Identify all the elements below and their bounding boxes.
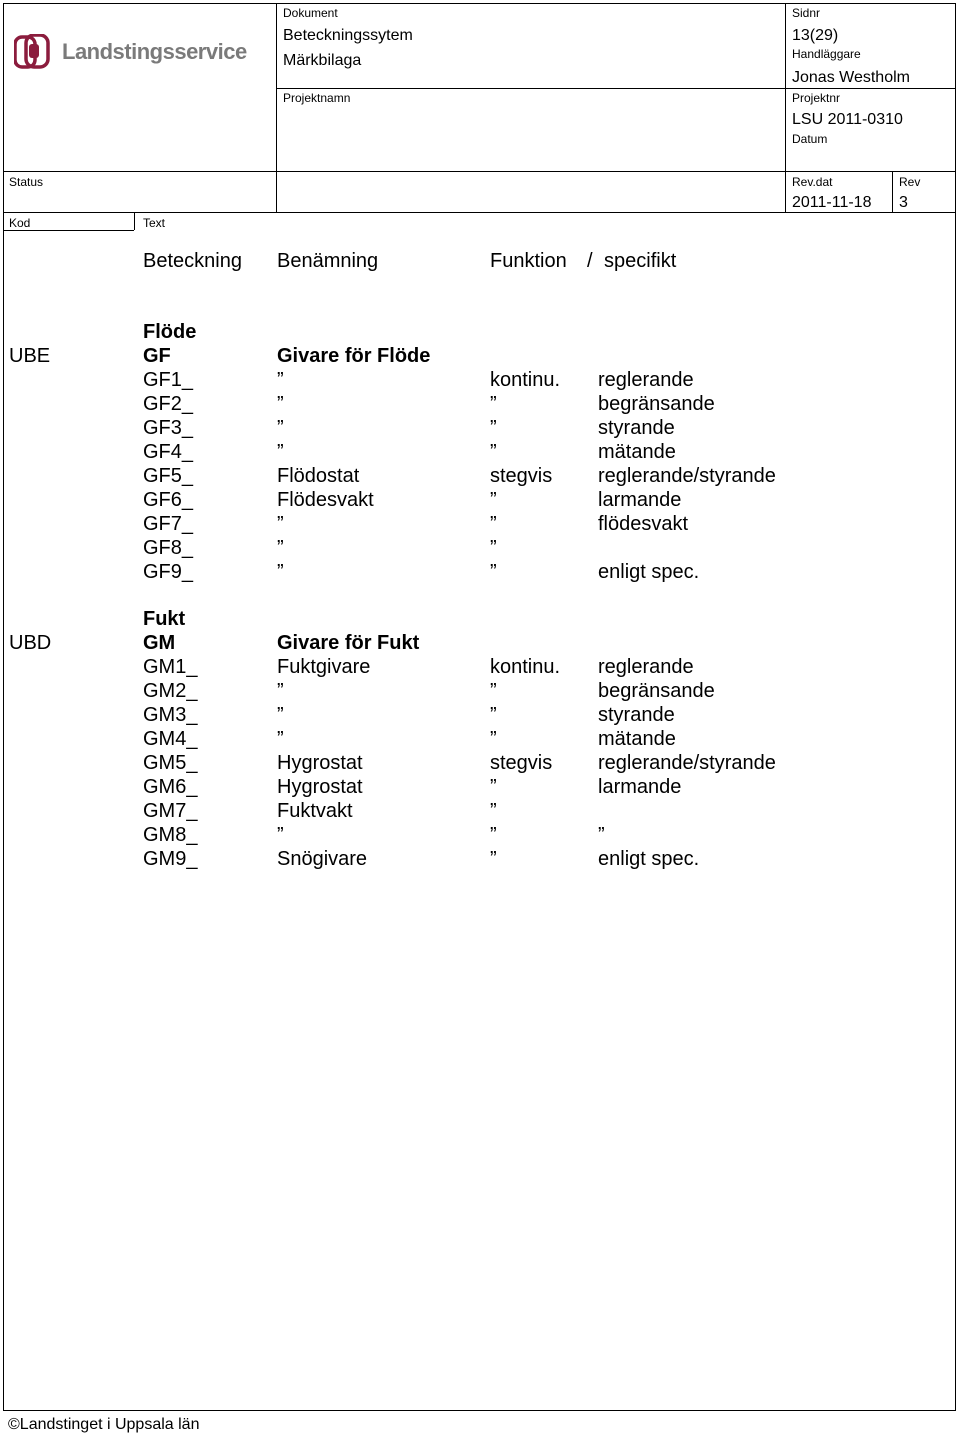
section-kod: UBE [9,345,51,367]
row-benamning: Snögivare [277,848,368,870]
row-beteckning: GF8_ [143,537,194,559]
row-specifikt: mätande [598,728,676,750]
row-beteckning: GM8_ [143,824,198,846]
row-funktion: ” [490,513,497,535]
section-heading: Flöde [143,321,197,343]
row-benamning: ” [277,824,284,846]
row-funktion: ” [490,441,497,463]
header-divider [276,3,277,212]
label-projektnamn: Projektnamn [283,91,351,105]
row-specifikt: enligt spec. [598,561,700,583]
row-benamning: ” [277,561,284,583]
row-beteckning: GM7_ [143,800,198,822]
row-specifikt: ” [598,824,605,846]
column-benamning: Benämning [277,250,379,272]
row-beteckning: GF9_ [143,561,194,583]
value-sidnr: 13(29) [792,27,839,44]
row-specifikt: begränsande [598,393,715,415]
row-funktion: stegvis [490,752,553,774]
value-handlaggare: Jonas Westholm [792,69,910,86]
row-specifikt: larmande [598,489,682,511]
section-name: Givare för Flöde [277,345,431,367]
header-divider [134,212,135,230]
label-kod: Kod [9,216,31,230]
row-funktion: ” [490,489,497,511]
row-specifikt: reglerande [598,656,694,678]
row-benamning: ” [277,680,284,702]
row-funktion: ” [490,561,497,583]
copyright-icon: © [8,1416,20,1433]
row-benamning: Flödesvakt [277,489,374,511]
row-benamning: ” [277,704,284,726]
section-kod: UBD [9,632,52,654]
value-revdat: 2011-11-18 [792,194,872,211]
label-text: Text [143,216,166,230]
row-beteckning: GF3_ [143,417,194,439]
row-funktion: stegvis [490,465,553,487]
label-dokument: Dokument [283,6,338,20]
label-revdat: Rev.dat [792,175,833,189]
section-code: GM [143,632,176,654]
row-beteckning: GF2_ [143,393,194,415]
row-specifikt: mätande [598,441,676,463]
value-dokument-1: Beteckningssytem [283,27,413,44]
row-beteckning: GF6_ [143,489,194,511]
row-funktion: ” [490,800,497,822]
row-beteckning: GF7_ [143,513,194,535]
value-rev: 3 [899,194,908,211]
label-datum: Datum [792,132,828,146]
section-heading: Fukt [143,608,186,630]
row-benamning: ” [277,441,284,463]
row-specifikt: flödesvakt [598,513,689,535]
row-specifikt: reglerande [598,369,694,391]
header-divider [3,171,956,172]
row-benamning: ” [277,369,284,391]
row-funktion: ” [490,848,497,870]
header-divider [892,171,893,212]
row-funktion: ” [490,537,497,559]
value-dokument-2: Märkbilaga [283,52,362,69]
value-projektnr: LSU 2011-0310 [792,111,903,128]
row-funktion: ” [490,728,497,750]
row-benamning: Fuktvakt [277,800,353,822]
header-divider [785,3,786,212]
label-status: Status [9,175,44,189]
row-beteckning: GM5_ [143,752,198,774]
label-rev: Rev [899,175,921,189]
row-funktion: ” [490,680,497,702]
row-beteckning: GF4_ [143,441,194,463]
logo-brand-text: Landstingsservice [62,39,247,64]
column-separator: / [587,250,593,272]
row-beteckning: GM2_ [143,680,198,702]
row-beteckning: GM1_ [143,656,198,678]
column-funktion: Funktion [490,250,567,272]
logo-icon [14,34,54,70]
label-projektnr: Projektnr [792,91,841,105]
row-funktion: ” [490,417,497,439]
row-specifikt: begränsande [598,680,715,702]
row-benamning: ” [277,513,284,535]
header-divider [3,230,134,231]
row-specifikt: styrande [598,417,675,439]
footer [8,1415,199,1435]
row-benamning: ” [277,728,284,750]
row-funktion: ” [490,776,497,798]
row-benamning: ” [277,537,284,559]
row-beteckning: GF1_ [143,369,194,391]
row-beteckning: GM6_ [143,776,198,798]
row-funktion: ” [490,393,497,415]
row-specifikt: larmande [598,776,682,798]
header-divider [276,88,956,89]
row-funktion: ” [490,824,497,846]
row-beteckning: GM3_ [143,704,198,726]
section-code: GF [143,345,171,367]
footer-text: Landstinget i Uppsala län [19,1416,200,1433]
row-benamning: Fuktgivare [277,656,371,678]
row-beteckning: GM9_ [143,848,198,870]
row-beteckning: GF5_ [143,465,194,487]
label-sidnr: Sidnr [792,6,821,20]
row-specifikt: reglerande/styrande [598,752,776,774]
row-beteckning: GM4_ [143,728,198,750]
label-handlaggare: Handläggare [792,47,861,61]
row-benamning: Flödostat [277,465,360,487]
row-funktion: ” [490,704,497,726]
row-funktion: kontinu. [490,369,561,391]
row-funktion: kontinu. [490,656,561,678]
row-specifikt: reglerande/styrande [598,465,776,487]
section-name: Givare för Fukt [277,632,420,654]
row-benamning: ” [277,393,284,415]
landstingsservice-logo [14,34,247,70]
row-specifikt: styrande [598,704,675,726]
row-benamning: Hygrostat [277,752,363,774]
column-beteckning: Beteckning [143,250,242,272]
row-benamning: ” [277,417,284,439]
row-specifikt: enligt spec. [598,848,700,870]
row-benamning: Hygrostat [277,776,363,798]
column-specifikt: specifikt [604,250,677,272]
